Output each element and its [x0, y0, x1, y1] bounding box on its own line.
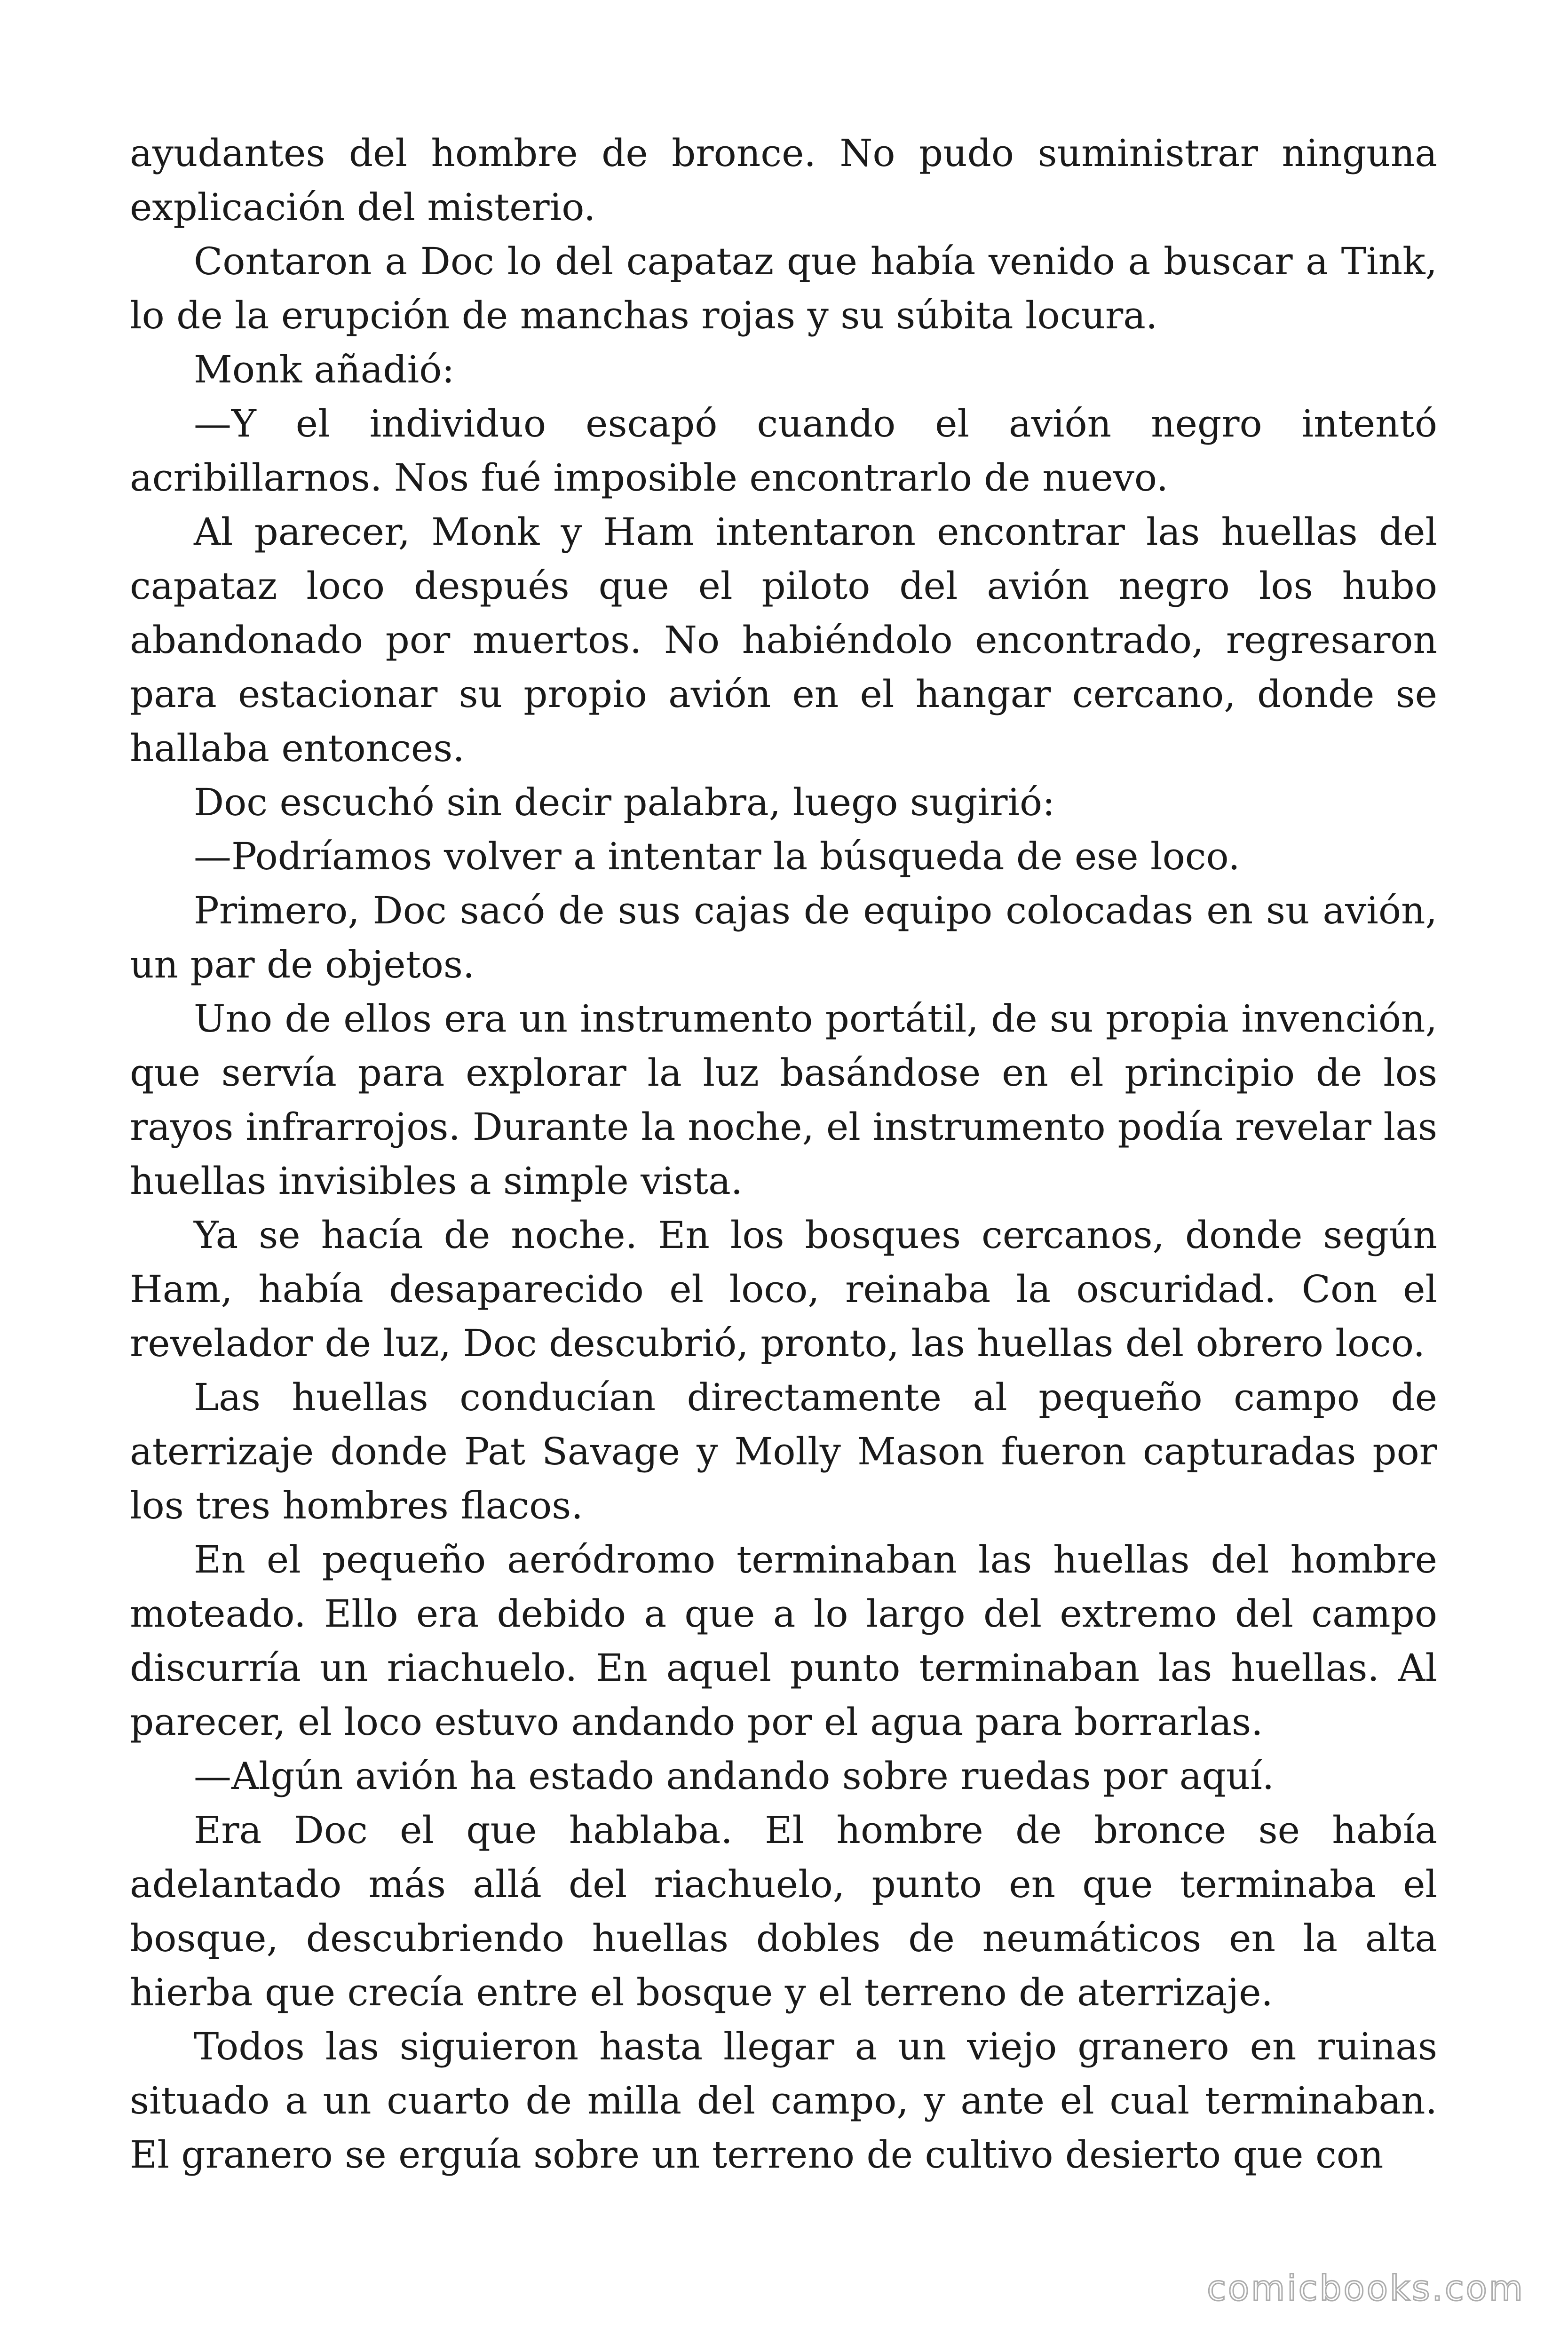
- dialogue-paragraph: —Podríamos volver a intentar la búsqueda de ese loco.: [194, 834, 1240, 878]
- page-body: [130, 126, 1437, 2182]
- paragraph: Monk añadió:: [194, 348, 455, 391]
- paragraph: Doc escuchó sin decir palabra, luego sugirió:: [194, 780, 1055, 824]
- paragraph: Primero, Doc sacó de sus cajas de equipo colocadas en su avión, un par de objetos.: [130, 889, 1437, 986]
- paragraph-continued: ayudantes del hombre de bronce. No pudo suministrar ninguna explicación del misterio.: [130, 131, 1437, 229]
- paragraph: En el pequeño aeródromo terminaban las huellas del hombre moteado. Ello era debido a que a lo largo del extremo del campo discurría un riachuelo. En aquel punto terminaban las huellas. Al parecer, el loco estuvo andando por el agua para borrarlas.: [130, 1538, 1437, 1744]
- paragraph: Contaron a Doc lo del capataz que había venido a buscar a Tink, lo de la erupción de manchas rojas y su súbita locura.: [130, 239, 1437, 337]
- paragraph: Uno de ellos era un instrumento portátil, de su propia invención, que servía para explorar la luz basándose en el principio de los rayos infrarrojos. Durante la noche, el instrumento podía revelar las huellas invisibles a simple vista.: [130, 997, 1437, 1203]
- paragraph: Al parecer, Monk y Ham intentaron encontrar las huellas del capataz loco después que el piloto del avión negro los hubo abandonado por muertos. No habiéndolo encontrado, regresaron para estacionar su propio avión en el hangar cercano, donde se hallaba entonces.: [130, 510, 1437, 770]
- dialogue-paragraph: —Algún avión ha estado andando sobre ruedas por aquí.: [194, 1754, 1275, 1798]
- paragraph: Las huellas conducían directamente al pequeño campo de aterrizaje donde Pat Savage y Molly Mason fueron capturadas por los tres hombres flacos.: [130, 1375, 1437, 1527]
- paragraph: Era Doc el que hablaba. El hombre de bronce se había adelantado más allá del riachuelo, punto en que terminaba el bosque, descubriendo huellas dobles de neumáticos en la alta hierba que crecía entre el bosque y el terreno de aterrizaje.: [130, 1808, 1437, 2014]
- dialogue-paragraph: —Y el individuo escapó cuando el avión negro intentó acribillarnos. Nos fué imposible encontrarlo de nuevo.: [130, 402, 1437, 500]
- paragraph: Ya se hacía de noche. En los bosques cercanos, donde según Ham, había desaparecido el loco, reinaba la oscuridad. Con el revelador de luz, Doc descubrió, pronto, las huellas del obrero loco.: [130, 1213, 1437, 1365]
- watermark-logo: comicbooks.com: [1207, 2268, 1525, 2309]
- paragraph: Todos las siguieron hasta llegar a un viejo granero en ruinas situado a un cuarto de milla del campo, y ante el cual terminaban. El granero se erguía sobre un terreno de cultivo desierto que con: [130, 2025, 1437, 2177]
